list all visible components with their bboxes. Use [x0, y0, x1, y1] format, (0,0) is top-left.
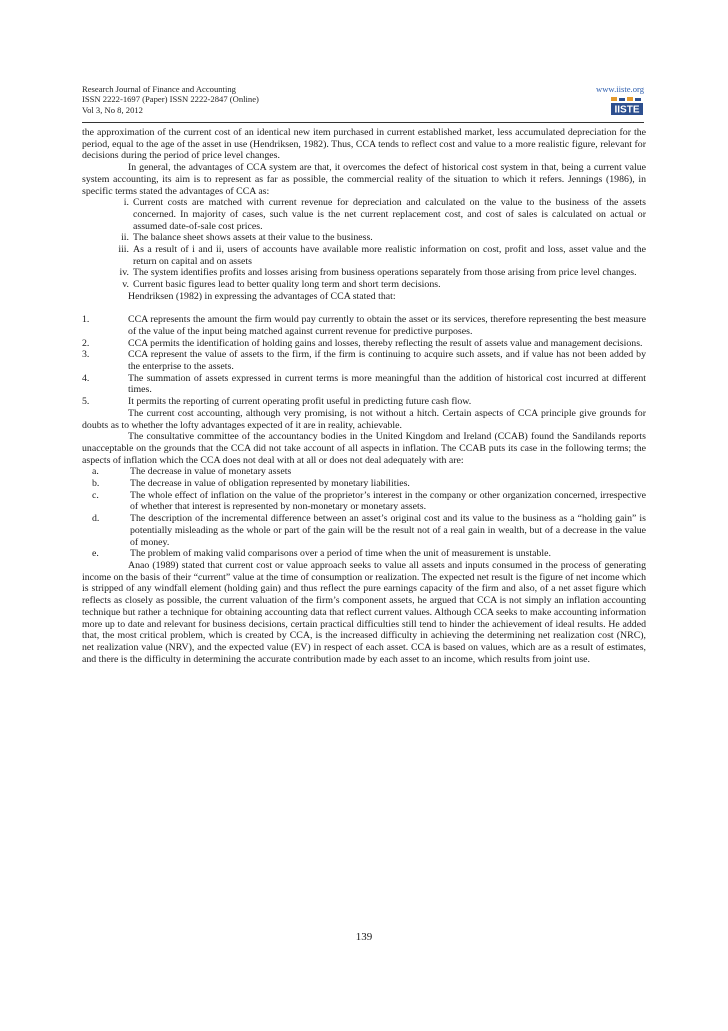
page-number: 139 [355, 931, 373, 943]
alpha-list-item: c. The whole effect of inflation on the value of the proprietor’s interest in the company or other organization concerned, irrespective of whether that interest is represented by non-monetary or monetary assets. [92, 489, 646, 513]
numbered-list-item: 1. CCA represents the amount the firm would pay currently to obtain the asset or its services, therefore representing the best measure of the value of the input being matched against current revenue for predictive purposes. [82, 314, 646, 337]
paragraph-6: Anao (1989) stated that current cost or value approach seeks to value all assets and inputs consumed in the process of generating income on the basis of their “current” value at the time of consumption or realization. The expected net result is the figure of net income which is stripped of any windfall element (holding gain) and thus reflect the pure earnings capacity of the firm and also, of a net asset figure which reflects as closely as possible, the current valuation of the firm’s component assets, he argued that CCA is not simply an inflation accounting technique but rather a technique for obtaining accounting data that reflect current values. Although CCA seeks to make accounting information more up to date and relevant for business decisions, certain practical difficulties still tend to hinder the achievement of ideal results. He added that, the most critical problem, which is created by CCA, is the increased difficulty in achieving the determining net realization cost (NRC), net realization value (NRV), and the expected value (EV) in respect of each asset. CCA is based on values, which are as a result of estimates, and there is the difficulty in determining the accurate contribution made by each asset to an income, which results from joint use. [82, 560, 646, 665]
paragraph-4: The current cost accounting, although very promising, is not without a hitch. Certain aspects of CCA principle give grounds for doubts as to whether the lofty advantages expected of it are in reality, achievable. [82, 407, 646, 431]
iiste-logo [611, 97, 643, 115]
roman-list-item: iv. The system identifies profits and losses arising from business operations separately from those arising from price level changes. [119, 267, 637, 279]
numbered-list-item: 4. The summation of assets expressed in current terms is more meaningful than the addition of historical cost incurred at different times. [82, 372, 646, 396]
running-header [82, 84, 644, 115]
paragraph-5: The consultative committee of the accountancy bodies in the United Kingdom and Ireland (CCAB) found the Sandilands reports unacceptable on the grounds that the CCA did not take account of all aspects in inflation. The CCAB puts its case in the following terms; the aspects of inflation which the CCA does not deal with at all or does not deal adequately with are: [82, 431, 646, 466]
logo-wordmark: IISTE [614, 104, 640, 115]
roman-list-item: v. Current basic figures lead to better quality long term and short term decisions. [122, 279, 441, 291]
roman-list-item: i. Current costs are matched with current revenue for depreciation and calculated on the value to the business of the assets concerned. In majority of cases, such value is the net current replacement cost, and cost of sales is calculated on actual or assumed date-of-sale cost prices. [123, 197, 646, 232]
paragraph-2: In general, the advantages of CCA system are that, it overcomes the defect of historical cost system in that, being a current value system accounting, its aim is to represent as far as possible, the commercial reality of the situation to which it refers. Jennings (1986), in specific terms stated the advantages of CCA as: [82, 162, 646, 197]
alpha-list-item: d. The description of the incremental difference between an asset’s original cost and its value to the business as a “holding gain” is potentially misleading as the whole or part of the gain will be the result not of a real gain in wealth, but of a decrease in the value of money. [92, 513, 646, 548]
alpha-list [82, 466, 646, 560]
paragraph-1: the approximation of the current cost of an identical new item purchased in current established market, less accumulated depreciation for the period, equal to the age of the asset in use (Hendriksen, 1982). Thus, CCA tends to reflect cost and value to a more realistic figure, relevant for decisions during the period of price level changes. [82, 127, 646, 162]
iiste-logo-graphic [611, 97, 643, 115]
journal-url-link[interactable]: www.iiste.org [596, 84, 644, 94]
issn-line: ISSN 2222-1697 (Paper) ISSN 2222-2847 (Online) [82, 94, 259, 105]
alpha-list-item: e. The problem of making valid comparisons over a period of time when the unit of measurement is unstable. [92, 548, 551, 560]
alpha-list-item: b. The decrease in value of obligation represented by monetary liabilities. [92, 478, 410, 490]
header-divider [82, 122, 644, 123]
roman-list-item: ii. The balance sheet shows assets at their value to the business. [121, 232, 373, 244]
numbered-list-item: 2. CCA permits the identification of holding gains and losses, thereby reflecting the result of assets value and management decisions. [82, 337, 643, 349]
numbered-list-item: 5. It permits the reporting of current operating profit useful in predicting future cash flow. [82, 396, 472, 408]
volume-line: Vol 3, No 8, 2012 [82, 104, 143, 115]
roman-list-item: iii. As a result of i and ii, users of accounts have available more realistic information on cost, profit and loss, asset value and the return on capital and on assets [118, 244, 646, 267]
paragraph-3: Hendriksen (1982) in expressing the advantages of CCA stated that: [128, 290, 396, 302]
numbered-list [82, 314, 646, 408]
page-content [82, 127, 646, 665]
journal-title: Research Journal of Finance and Accounting [82, 84, 236, 94]
alpha-list-item: a. The decrease in value of monetary assets [92, 466, 292, 478]
numbered-list-item: 3. CCA represent the value of assets to the firm, if the firm is continuing to acquire such assets, and if value has not been added by the enterprise to the assets. [82, 349, 646, 373]
roman-list [82, 197, 646, 291]
